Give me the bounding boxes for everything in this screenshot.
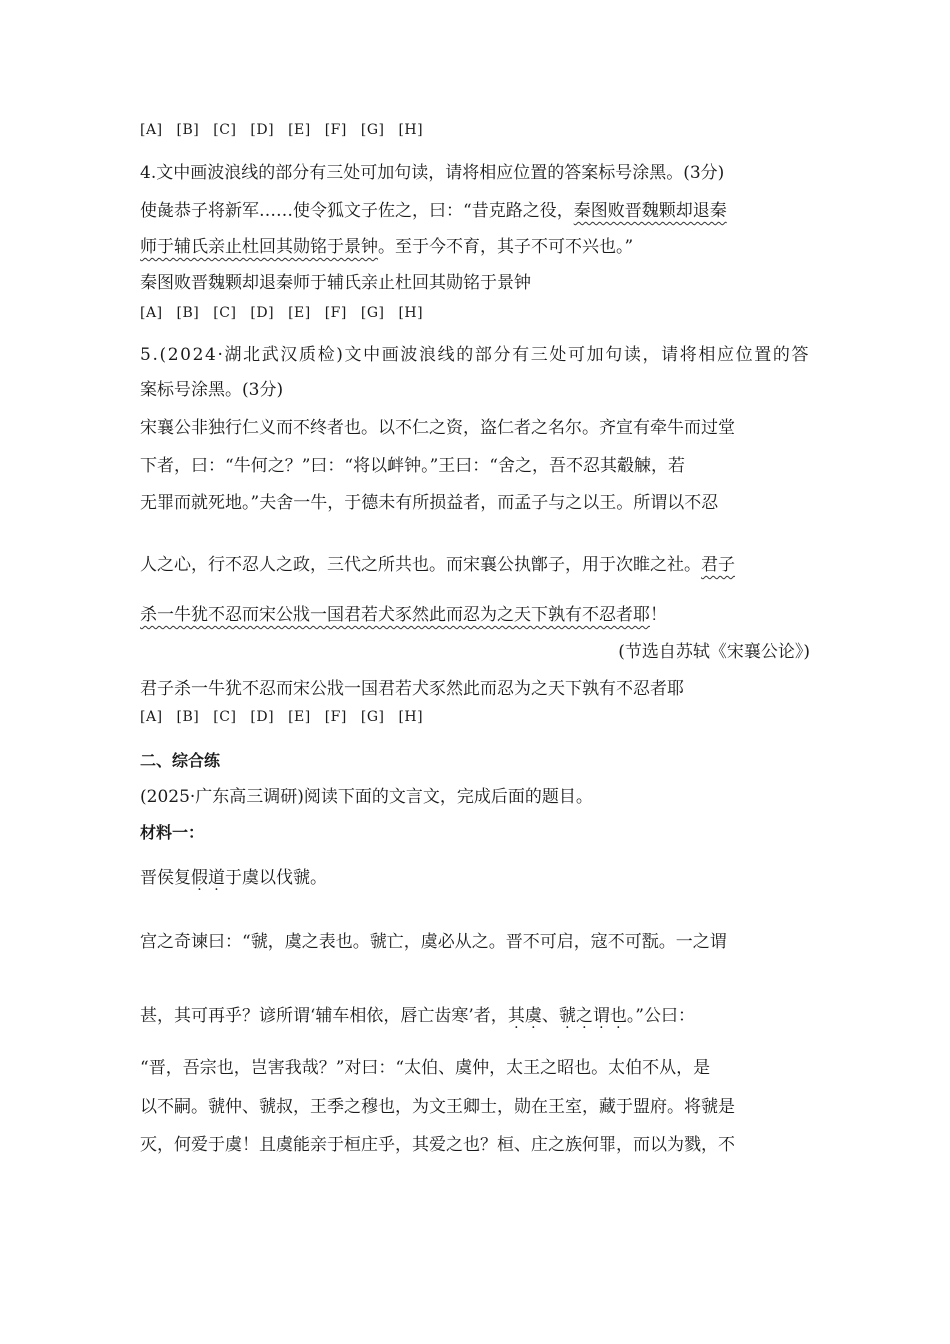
- option-h[interactable]: [H]: [398, 709, 424, 725]
- q5-answer-text: 君子杀一牛犹不忍而宋公戕一国君若犬豕然此而忍为之天下孰有不忍者耶: [140, 679, 684, 699]
- option-d[interactable]: [D]: [250, 709, 275, 725]
- option-b[interactable]: [B]: [176, 709, 200, 725]
- option-e[interactable]: [E]: [288, 122, 311, 138]
- material-line1: 晋侯复假道于虞以伐虢。: [140, 868, 327, 888]
- option-f[interactable]: [F]: [324, 305, 347, 321]
- material-line2: 宫之奇谏曰：“虢，虞之表也。虢亡，虞必从之。晋不可启，寇不可翫。一之谓: [140, 932, 727, 952]
- q5-passage-line1: 宋襄公非独行仁义而不终者也。以不仁之资，盗仁者之名尔。齐宣有牵牛而过堂: [140, 418, 735, 438]
- material-line4: “晋，吾宗也，岂害我哉？”对曰：“太伯、虞仲，太王之昭也。太伯不从，是: [140, 1058, 711, 1078]
- wavy-underline-text: 杀一牛犹不忍而宋公戕一国君若犬豕然此而忍为之天下孰有不忍者耶: [140, 605, 650, 625]
- option-g[interactable]: [G]: [360, 305, 385, 321]
- option-c[interactable]: [C]: [213, 122, 237, 138]
- q5-passage-line2: 下者，曰：“牛何之？”曰：“将以衅钟。”王曰：“舍之，吾不忍其觳觫，若: [140, 456, 685, 476]
- options-row-q3: [140, 118, 437, 142]
- q5-prompt-line2: 案标号涂黑。(3分): [140, 380, 284, 400]
- option-f[interactable]: [F]: [324, 709, 347, 725]
- option-a[interactable]: [A]: [140, 305, 163, 321]
- options-row-q5: [140, 705, 437, 729]
- option-a[interactable]: [A]: [140, 709, 163, 725]
- option-d[interactable]: [D]: [250, 122, 275, 138]
- wavy-underline-text: 君子: [701, 555, 735, 575]
- section-heading: 二、综合练: [140, 751, 221, 770]
- q4-answer-text: 秦图败晋魏颗却退秦师于辅氏亲止杜回其勋铭于景钟: [140, 273, 531, 293]
- dotted-emphasis-text: 其虞、虢之谓也: [507, 1006, 627, 1026]
- option-h[interactable]: [H]: [398, 122, 424, 138]
- q5-passage-line5: 杀一牛犹不忍而宋公戕一国君若犬豕然此而忍为之天下孰有不忍者耶！: [140, 605, 667, 625]
- option-d[interactable]: [D]: [250, 305, 275, 321]
- dotted-emphasis-text: 假道: [191, 868, 225, 888]
- q5-passage-line4: 人之心，行不忍人之政，三代之所共也。而宋襄公执鄫子，用于次睢之社。君子: [140, 555, 735, 575]
- wavy-underline-text: 师于辅氏亲止杜回其勋铭于景钟: [140, 237, 378, 257]
- option-e[interactable]: [E]: [288, 305, 311, 321]
- options-row-q4: [140, 301, 437, 325]
- section-intro: (2025·广东高三调研)阅读下面的文言文，完成后面的题目。: [140, 787, 593, 807]
- wavy-underline-text: 秦图败晋魏颗却退秦: [573, 201, 727, 221]
- option-a[interactable]: [A]: [140, 122, 163, 138]
- material-line6: 灭，何爱于虞！且虞能亲于桓庄乎，其爱之也？桓、庄之族何罪，而以为戮，不: [140, 1135, 735, 1155]
- q4-passage-line1: 使彘恭子将新军……使令狐文子佐之，曰：“昔克路之役，秦图败晋魏颗却退秦: [140, 201, 727, 221]
- q4-prompt: 4.文中画波浪线的部分有三处可加句读，请将相应位置的答案标号涂黑。(3分): [140, 163, 725, 183]
- option-b[interactable]: [B]: [176, 305, 200, 321]
- material-label: 材料一：: [140, 823, 205, 842]
- option-c[interactable]: [C]: [213, 305, 237, 321]
- option-c[interactable]: [C]: [213, 709, 237, 725]
- option-f[interactable]: [F]: [324, 122, 347, 138]
- option-g[interactable]: [G]: [360, 709, 385, 725]
- material-line5: 以不嗣。虢仲、虢叔，王季之穆也，为文王卿士，勋在王室，藏于盟府。将虢是: [140, 1097, 735, 1117]
- q5-passage-line3: 无罪而就死地。”夫舍一牛，于德未有所损益者，而孟子与之以王。所谓以不忍: [140, 493, 719, 513]
- option-h[interactable]: [H]: [398, 305, 424, 321]
- option-b[interactable]: [B]: [176, 122, 200, 138]
- material-line3: 甚，其可再乎？谚所谓‘辅车相依，唇亡齿寒’者，其虞、虢之谓也。”公曰：: [140, 1006, 696, 1026]
- q4-passage-line2: 师于辅氏亲止杜回其勋铭于景钟。至于今不育，其子不可不兴也。”: [140, 237, 634, 257]
- q5-prompt-line1: 5.(2024·湖北武汉质检)文中画波浪线的部分有三处可加句读，请将相应位置的答: [140, 345, 811, 365]
- q5-source: (节选自苏轼《宋襄公论》): [618, 642, 810, 662]
- option-e[interactable]: [E]: [288, 709, 311, 725]
- option-g[interactable]: [G]: [360, 122, 385, 138]
